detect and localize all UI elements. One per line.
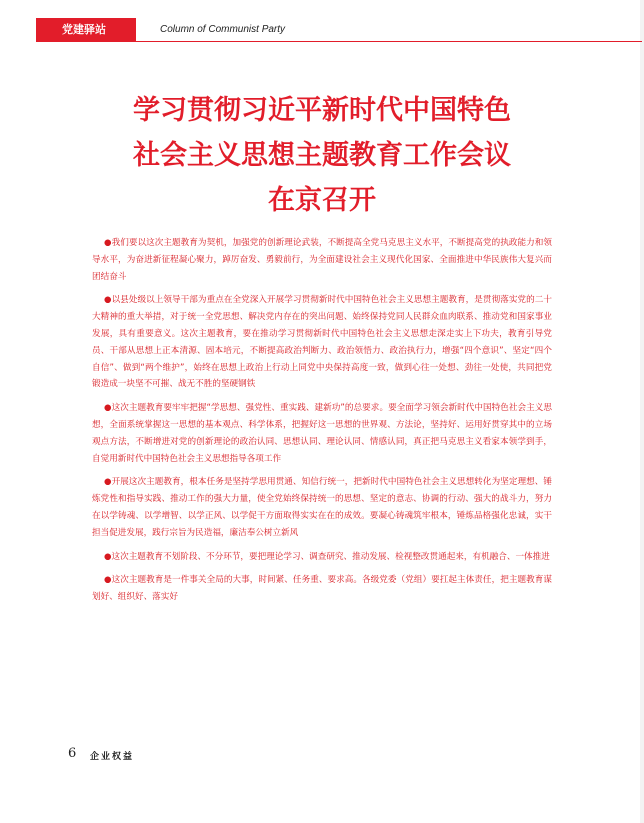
paragraph-6: ●这次主题教育是一件事关全局的大事，时间紧、任务重、要求高。各级党委（党组）要扛起主体责任，把主题教育谋划好、组织好、落实好	[92, 575, 552, 603]
title-line-3: 在京召开	[268, 185, 376, 216]
article-body	[92, 235, 552, 613]
magazine-name	[90, 749, 134, 762]
paragraph-3: ●这次主题教育要牢牢把握“学思想、强党性、重实践、建新功”的总要求。要全面学习领会新时代中国特色社会主义思想，全面系统掌握这一思想的基本观点、科学体系，把握好这一思想的世界观、方法论，坚持好、运用好贯穿其中的立场观点方法，不断增进对党的创新理论的政治认同、思想认同、理论认同、情感认同，真正把马克思主义看家本领学到手，自觉用新时代中国特色社会主义思想指导各项工作	[92, 403, 552, 464]
paragraph-1: ●我们要以这次主题教育为契机，加强党的创新理论武装，不断提高全党马克思主义水平，不断提高党的执政能力和领导水平，为奋进新征程凝心聚力，踔厉奋发、勇毅前行，为全面建设社会主义现代化国家、全面推进中华民族伟大复兴而团结奋斗	[92, 238, 552, 282]
page-edge	[640, 0, 644, 823]
magazine-name-text: 企业权益	[90, 752, 135, 762]
title-line-1: 学习贯彻习近平新时代中国特色	[133, 95, 511, 126]
title-line-2: 社会主义思想主题教育工作会议	[133, 140, 511, 171]
paragraph-4: ●开展这次主题教育，根本任务是坚持学思用贯通、知信行统一，把新时代中国特色社会主义思想转化为坚定理想、锤炼党性和指导实践、推动工作的强大力量，使全党始终保持统一的思想、坚定的意志、协调的行动、强大的战斗力，努力在以学铸魂、以学增智、以学正风、以学促干方面取得实实在在的成效。要凝心铸魂筑牢根本，锤炼品格强化忠诚，实干担当促进发展，践行宗旨为民造福，廉洁奉公树立新风	[92, 477, 552, 538]
paragraph-5: ●这次主题教育不划阶段、不分环节，要把理论学习、调查研究、推动发展、检视整改贯通起来，有机融合、一体推进	[104, 551, 550, 562]
paragraph-2: ●以县处级以上领导干部为重点在全党深入开展学习贯彻新时代中国特色社会主义思想主题教育，是贯彻落实党的二十大精神的重大举措，对于统一全党思想、解决党内存在的突出问题、始终保持党同人民群众血肉联系、推动党和国家事业发展，具有重要意义。这次主题教育，要在推动学习贯彻新时代中国特色社会主义思想走深走实上下功夫，教育引导党员、干部从思想上正本清源、固本培元，不断提高政治判断力、政治领悟力、政治执行力，增强“四个意识”、坚定“四个自信”、做到“两个维护”，始终在思想上政治上行动上同党中央保持高度一致，做到心往一处想、劲往一处使，共同把党锻造成一块坚不可摧、战无不胜的坚硬钢铁	[92, 295, 552, 390]
article-title	[90, 88, 554, 223]
page-number: 6	[68, 746, 77, 761]
header-rule	[36, 41, 642, 42]
section-label-en: Column of Communist Party	[160, 24, 286, 35]
section-label-cn: 党建驿站	[36, 18, 136, 42]
